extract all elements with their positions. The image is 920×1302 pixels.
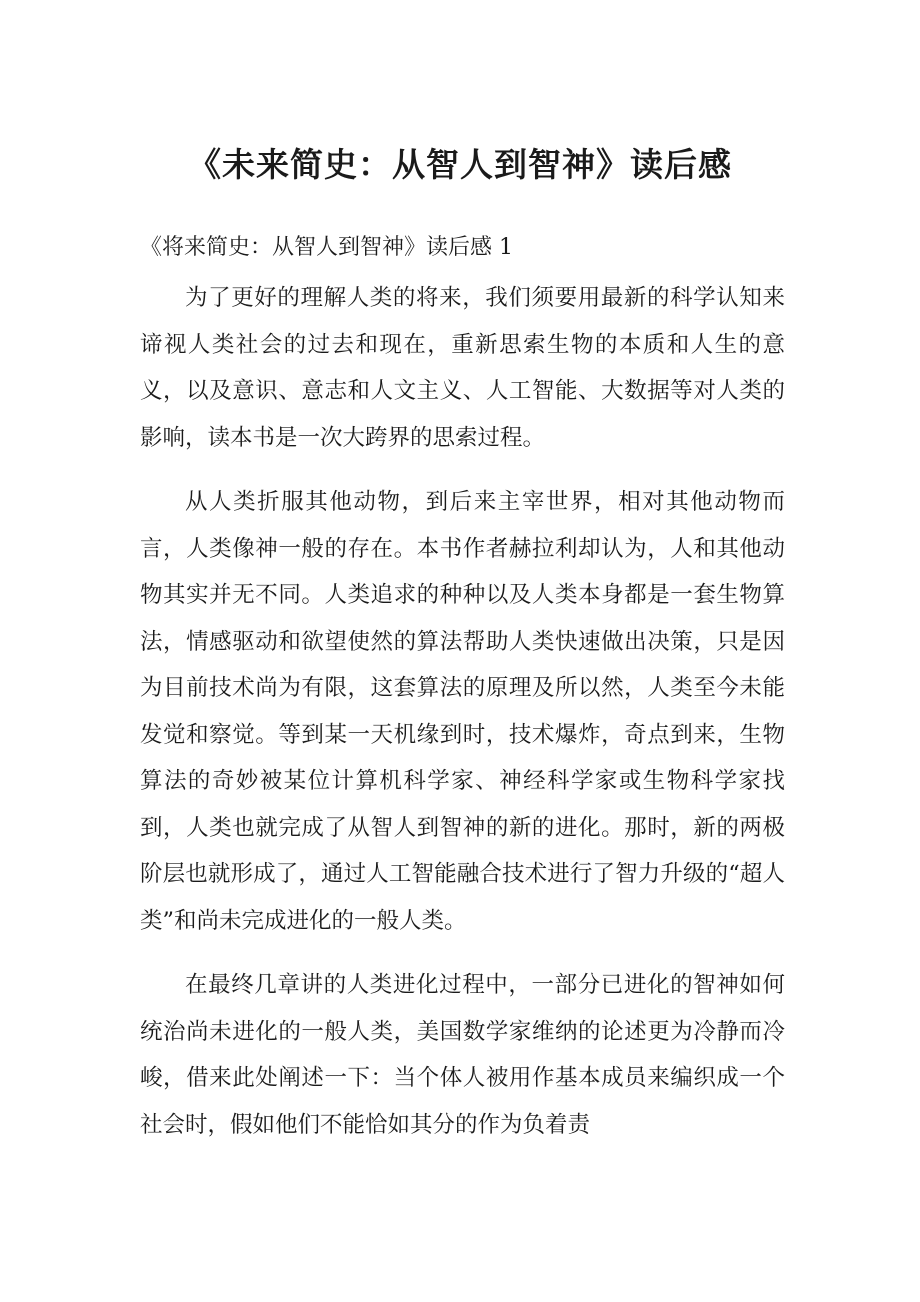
document-body [140, 275, 785, 1166]
paragraph-1: 为了更好的理解人类的将来，我们须要用最新的科学认知来谛视人类社会的过去和现在，重新思索生物的本质和人生的意义，以及意识、意志和人文主义、人工智能、大数据等对人类的影响，读本书是一次大跨界的思索过程。 [140, 285, 785, 451]
paragraph-3: 在最终几章讲的人类进化过程中，一部分已进化的智神如何统治尚未进化的一般人类，美国数学家维纳的论述更为冷静而冷峻，借来此处阐述一下：当个体人被用作基本成员来编织成一个社会时，假如他们不能恰如其分的作为负着责 [140, 972, 785, 1138]
document-title: 《未来简史：从智人到智神》读后感 [188, 145, 732, 184]
paragraph-2: 从人类折服其他动物，到后来主宰世界，相对其他动物而言，人类像神一般的存在。本书作者赫拉利却认为，人和其他动物其实并无不同。人类追求的种种以及人类本身都是一套生物算法，情感驱动和欲望使然的算法帮助人类快速做出决策，只是因为目前技术尚为有限，这套算法的原理及所以然，人类至今未能发觉和察觉。等到某一天机缘到时，技术爆炸，奇点到来，生物算法的奇妙被某位计算机科学家、神经科学家或生物科学家找到，人类也就完成了从智人到智神的新的进化。那时，新的两极阶层也就形成了，通过人工智能融合技术进行了智力升级的“超人类”和尚未完成进化的一般人类。 [140, 489, 785, 934]
document-subtitle: 《将来简史：从智人到智神》读后感 1 [140, 235, 513, 260]
